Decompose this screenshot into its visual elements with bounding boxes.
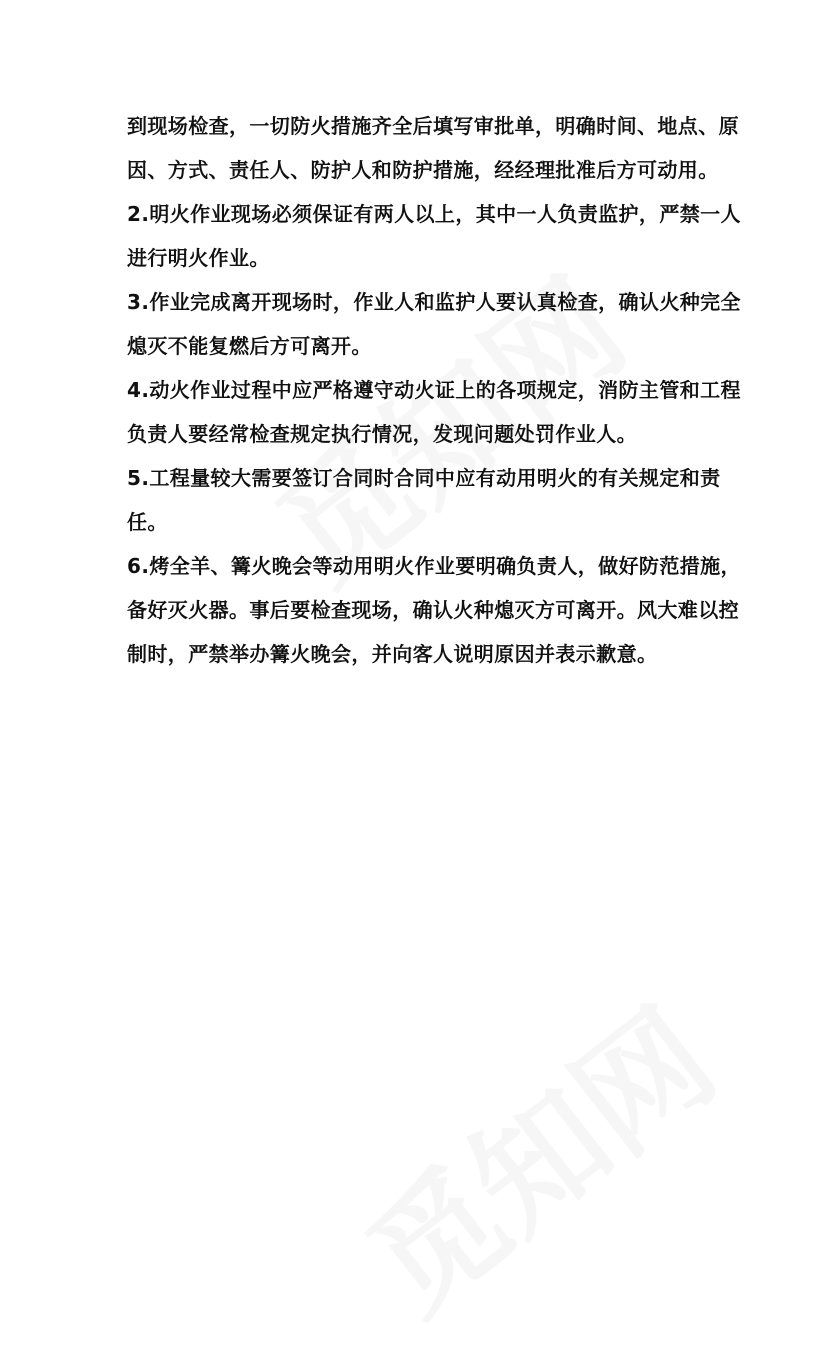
document-body [127, 104, 741, 676]
text-line: 到现场检查，一切防火措施齐全后填写审批单，明确时间、地点、原 [127, 114, 739, 138]
text-line: 负责人要经常检查规定执行情况，发现问题处罚作业人。 [127, 422, 637, 446]
text-line: 2.明火作业现场必须保证有两人以上，其中一人负责监护，严禁一人 [127, 202, 741, 226]
text-line: 5.工程量较大需要签订合同时合同中应有动用明火的有关规定和责 [127, 466, 721, 490]
watermark [324, 960, 746, 1347]
text-line: 4.动火作业过程中应严格遵守动火证上的各项规定，消防主管和工程 [127, 378, 741, 402]
text-line: 熄灭不能复燃后方可离开。 [127, 334, 372, 358]
text-line: 备好灭火器。事后要检查现场，确认火种熄灭方可离开。风大难以控 [127, 598, 739, 622]
text-line: 制时，严禁举办篝火晚会，并向客人说明原因并表示歉意。 [127, 642, 658, 666]
text-line: 3.作业完成离开现场时，作业人和监护人要认真检查，确认火种完全 [127, 290, 741, 314]
text-line: 任。 [127, 510, 168, 534]
text-line: 6.烤全羊、篝火晚会等动用明火作业要明确负责人，做好防范措施， [127, 554, 741, 578]
text-line: 因、方式、责任人、防护人和防护措施，经经理批准后方可动用。 [127, 158, 719, 182]
text-line: 进行明火作业。 [127, 246, 270, 270]
